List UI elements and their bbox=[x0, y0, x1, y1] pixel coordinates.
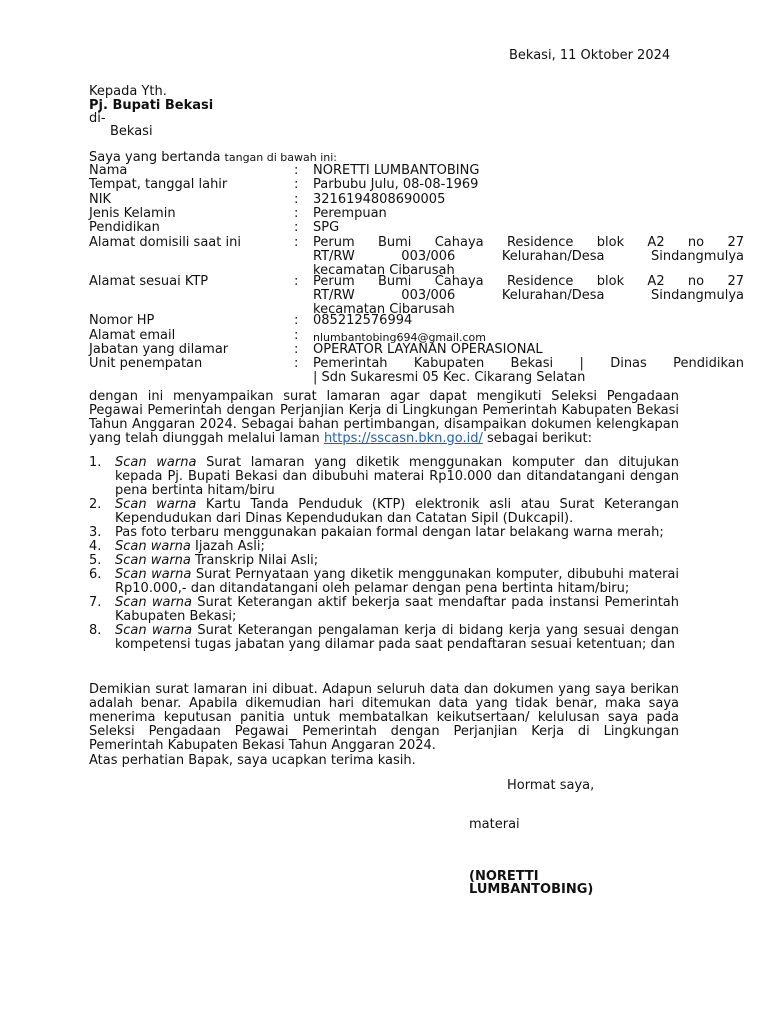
field-colon: : bbox=[294, 220, 299, 235]
field-value-line: kecamatan Cibarusah bbox=[313, 302, 455, 317]
list-item-emphasis: Scan warna bbox=[115, 539, 191, 554]
field-label: Jenis Kelamin bbox=[89, 206, 176, 221]
list-item-text: Surat Keterangan aktif bekerja saat mendaftar pada instansi Pemerintah Kabupaten Bekasi; bbox=[115, 595, 680, 624]
field-label: Nama bbox=[89, 163, 128, 178]
signer-name-line2: LUMBANTOBING) bbox=[469, 882, 594, 897]
field-value: 3216194808690005 bbox=[313, 192, 446, 207]
field-value-line: | Sdn Sukaresmi 05 Kec. Cikarang Selatan bbox=[313, 370, 586, 385]
field-value bbox=[313, 236, 744, 278]
list-item bbox=[89, 526, 679, 540]
body-paragraph bbox=[89, 390, 679, 446]
field-value-line: kecamatan Cibarusah bbox=[313, 263, 455, 278]
list-item-text: Transkrip Nilai Asli; bbox=[190, 553, 319, 568]
recipient-di: di- bbox=[89, 111, 106, 126]
field-value-line: Pemerintah Kabupaten Bekasi | Dinas Pendidikan bbox=[313, 356, 744, 371]
list-item-text: Surat Pernyataan yang diketik menggunakan komputer, dibubuhi materai Rp10.000,- dan ditandatangani oleh pelamar dengan pena bertinta hitam/biru; bbox=[115, 567, 679, 596]
letter-date: Bekasi, 11 Oktober 2024 bbox=[509, 48, 671, 63]
field-value-line: RT/RW 003/006 Kelurahan/Desa Sindangmulya bbox=[313, 249, 744, 264]
closing-paragraph: Demikian surat lamaran ini dibuat. Adapun seluruh data dan dokumen yang saya berikan adalah benar. Apabila dikemudian hari ditemukan data yang tidak benar, maka saya menerima keputusan panitia untuk membatalkan keikutsertaan/ kelulusan saya pada Seleksi Pengadaan Pegawai Pemerintah dengan Perjanjian Kerja di Lingkungan Pemerintah Kabupaten Bekasi Tahun Anggaran 2024. bbox=[89, 682, 679, 753]
list-item bbox=[89, 456, 679, 498]
field-label: Alamat domisili saat ini bbox=[89, 235, 241, 250]
intro-lead: Saya yang bertanda bbox=[89, 150, 225, 165]
field-value-line: Perum Bumi Cahaya Residence blok A2 no 27 bbox=[313, 235, 744, 250]
field-colon: : bbox=[294, 342, 299, 357]
field-label: Alamat sesuai KTP bbox=[89, 274, 209, 289]
field-value-line: RT/RW 003/006 Kelurahan/Desa Sindangmulya bbox=[313, 288, 744, 303]
field-value: nlumbantobing694@gmail.com bbox=[313, 331, 486, 344]
field-colon: : bbox=[294, 235, 299, 250]
intro-small: tangan di bawah ini: bbox=[224, 151, 338, 164]
list-item-text: Kartu Tanda Penduduk (KTP) elektronik asli atau Surat Keterangan Kependudukan dari Dinas Kependudukan dan Catatan Sipil (Dukcapil). bbox=[115, 497, 679, 526]
field-colon: : bbox=[294, 206, 299, 221]
field-colon: : bbox=[294, 192, 299, 207]
field-colon: : bbox=[294, 313, 299, 328]
list-item bbox=[89, 596, 679, 624]
field-value: 085212576994 bbox=[313, 313, 413, 328]
field-label: Nomor HP bbox=[89, 313, 155, 328]
list-item-emphasis: Scan warna bbox=[115, 623, 193, 638]
field-label: Unit penempatan bbox=[89, 356, 203, 371]
list-item-number: 2. bbox=[89, 497, 102, 512]
field-value-line: Perum Bumi Cahaya Residence blok A2 no 27 bbox=[313, 274, 744, 289]
list-item-number: 3. bbox=[89, 525, 102, 540]
recipient-greeting: Kepada Yth. bbox=[89, 84, 167, 99]
body-text-after-link: sebagai berikut: bbox=[482, 431, 592, 446]
field-label: Alamat email bbox=[89, 328, 176, 343]
recipient-place: Bekasi bbox=[110, 124, 153, 139]
list-item-number: 6. bbox=[89, 567, 102, 582]
field-colon: : bbox=[294, 274, 299, 289]
list-item-emphasis: Scan warna bbox=[115, 455, 197, 470]
list-item bbox=[89, 624, 679, 652]
regards: Hormat saya, bbox=[507, 778, 595, 793]
list-item-number: 8. bbox=[89, 623, 102, 638]
field-label: Pendidikan bbox=[89, 220, 160, 235]
list-item-emphasis: Scan warna bbox=[115, 567, 192, 582]
body-text-before-link: dengan ini menyampaikan surat lamaran agar dapat mengikuti Seleksi Pengadaan Pegawai Pemerintah dengan Perjanjian Kerja di Lingkungan Pemerintah Kabupaten Bekasi Tahun Anggaran 2024. Sebagai bahan pertimbangan, disampaikan dokumen kelengkapan yang telah diunggah melalui laman bbox=[89, 389, 679, 446]
field-colon: : bbox=[294, 163, 299, 178]
list-item-number: 4. bbox=[89, 539, 102, 554]
field-label: Jabatan yang dilamar bbox=[89, 342, 229, 357]
materai-label: materai bbox=[469, 817, 520, 832]
list-item-text: Surat lamaran yang diketik menggunakan komputer dan ditujukan kepada Pj. Bupati Bekasi dan dibubuhi materai Rp10.000 dan ditandatangani dengan pena bertinta hitam/biru bbox=[115, 455, 679, 498]
recipient-name: Pj. Bupati Bekasi bbox=[89, 98, 214, 113]
list-item-emphasis: Scan warna bbox=[115, 595, 192, 610]
field-colon: : bbox=[294, 328, 299, 343]
field-value: OPERATOR LAYANAN OPERASIONAL bbox=[313, 342, 543, 357]
field-value: SPG bbox=[313, 220, 340, 235]
list-item bbox=[89, 540, 679, 554]
field-value: NORETTI LUMBANTOBING bbox=[313, 163, 480, 178]
sscasn-link[interactable]: https://sscasn.bkn.go.id/ bbox=[323, 431, 483, 446]
list-item-text: Ijazah Asli; bbox=[190, 539, 265, 554]
list-item-number: 7. bbox=[89, 595, 102, 610]
list-item-number: 1. bbox=[89, 455, 102, 470]
signer-name-line1: (NORETTI bbox=[469, 869, 539, 884]
list-item bbox=[89, 498, 679, 526]
list-item-number: 5. bbox=[89, 553, 102, 568]
list-item bbox=[89, 568, 679, 596]
list-item-emphasis: Scan warna bbox=[115, 553, 191, 568]
field-colon: : bbox=[294, 177, 299, 192]
field-value bbox=[313, 275, 744, 317]
thanks-line: Atas perhatian Bapak, saya ucapkan terima kasih. bbox=[89, 753, 416, 768]
field-value bbox=[313, 357, 744, 385]
list-item bbox=[89, 554, 679, 568]
list-item-text: Surat Keterangan pengalaman kerja di bidang kerja yang sesuai dengan kompetensi tugas jabatan yang dilamar pada saat pendaftaran sesuai ketentuan; dan bbox=[115, 623, 679, 652]
document-list bbox=[89, 456, 679, 652]
list-item-emphasis: Scan warna bbox=[115, 497, 197, 512]
field-colon: : bbox=[294, 356, 299, 371]
list-item-text: Pas foto terbaru menggunakan pakaian formal dengan latar belakang warna merah; bbox=[115, 525, 664, 540]
field-label: NIK bbox=[89, 192, 112, 207]
field-value: Parbubu Julu, 08-08-1969 bbox=[313, 177, 479, 192]
field-label: Tempat, tanggal lahir bbox=[89, 177, 228, 192]
field-value: Perempuan bbox=[313, 206, 387, 221]
